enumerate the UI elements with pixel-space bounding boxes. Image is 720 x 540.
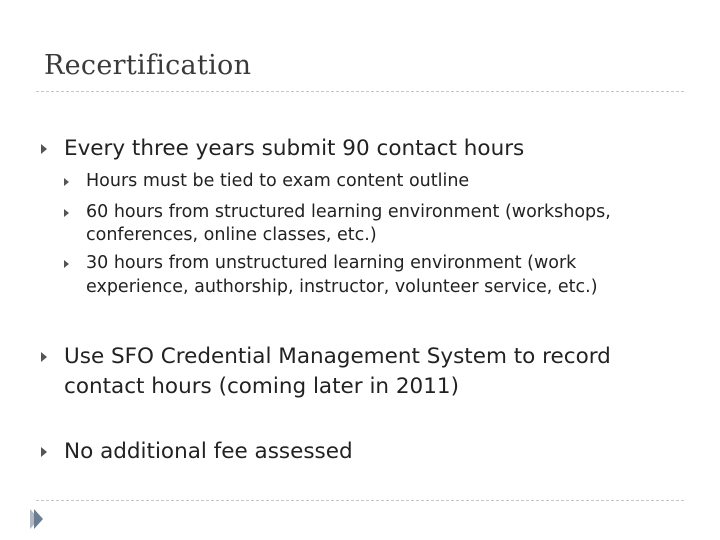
bullet-2-line-2: contact hours (coming later in 2011) — [64, 374, 459, 399]
sub-bullet-1-1: Hours must be tied to exam content outline — [86, 171, 470, 191]
sub-bullet-arrow-icon — [64, 178, 69, 186]
bullet-arrow-icon — [41, 447, 47, 457]
bullet-arrow-icon — [41, 352, 47, 362]
footer-divider — [36, 500, 684, 501]
slide-title: Recertification — [44, 50, 252, 81]
bullet-2-line-1: Use SFO Credential Management System to record — [64, 344, 611, 369]
bullet-arrow-icon — [41, 144, 47, 154]
sub-bullet-1-2-line-1: 60 hours from structured learning environment (workshops, — [86, 202, 611, 222]
sub-bullet-1-2-line-2: conferences, online classes, etc.) — [86, 225, 377, 245]
nav-triangle-front-icon — [34, 509, 43, 529]
sub-bullet-arrow-icon — [64, 260, 69, 268]
bullet-1-text: Every three years submit 90 contact hours — [64, 136, 525, 161]
title-divider — [36, 91, 684, 92]
sub-bullet-1-3-line-1: 30 hours from unstructured learning environment (work — [86, 253, 577, 273]
sub-bullet-1-3-line-2: experience, authorship, instructor, volunteer service, etc.) — [86, 277, 598, 297]
bullet-3-text: No additional fee assessed — [64, 439, 353, 464]
sub-bullet-arrow-icon — [64, 209, 69, 217]
